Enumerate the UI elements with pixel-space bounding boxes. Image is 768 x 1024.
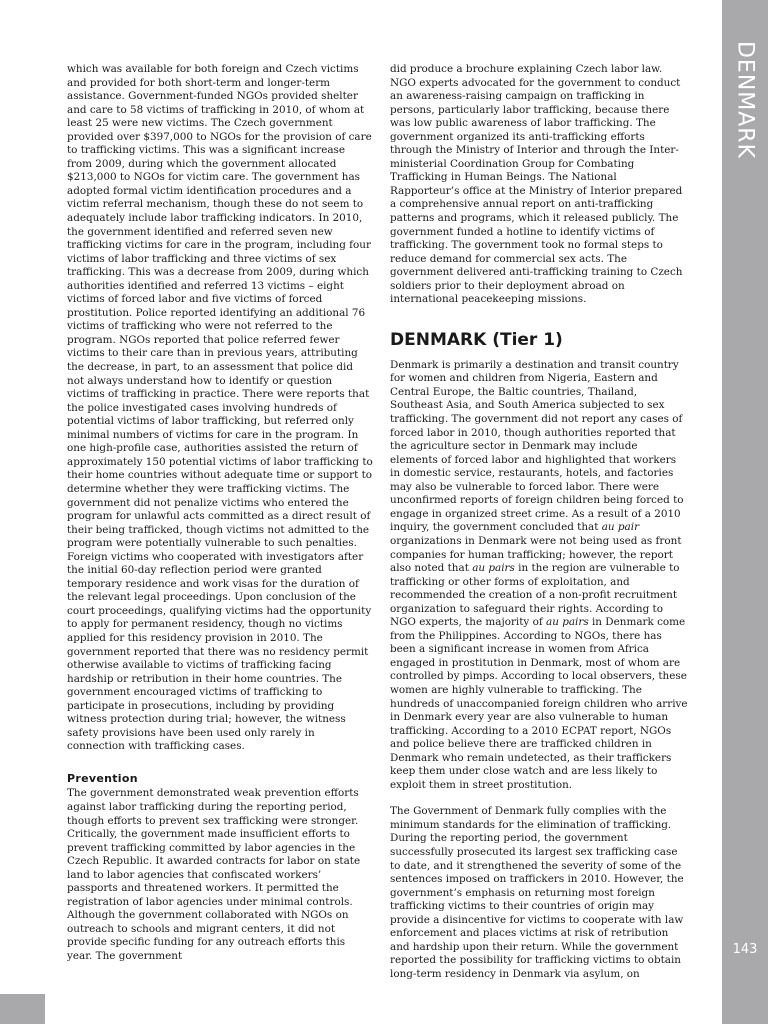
- right-column: [390, 63, 688, 994]
- sidebar-country-label: DENMARK: [732, 40, 758, 160]
- country-heading: DENMARK (Tier 1): [390, 329, 563, 350]
- continuation-paragraph: did produce a brochure explaining Czech labor law. NGO experts advocated for the government to conduct an awareness-raising campaign on trafficking in persons, particularly labor trafficking, because there was low public awareness of labor trafficking. The government organized its anti-trafficking efforts through the Ministry of Interior and through the Inter-ministerial Coordination Group for Combating Trafficking in Human Beings. The National Rapporteur’s office at the Ministry of Interior prepared a comprehensive annual report on anti-trafficking patterns and programs, which it released publicly. The government funded a hotline to identify victims of trafficking. The government took no formal steps to reduce demand for commercial sex acts. The government delivered anti-trafficking training to Czech soldiers prior to their deployment abroad on international peacekeeping missions.: [390, 63, 683, 306]
- denmark-overview-paragraph: [390, 359, 688, 793]
- text-segment: Denmark is primarily a destination and transit country for women and children from Nigeria, Eastern and Central Europe, the Baltic countries, Thailand, Southeast Asia, and South America subjected to sex trafficking. The government did not report any cases of forced labor in 2010, though authorities reported that the agriculture sector in Denmark may include elements of forced labor and highlighted that workers in domestic service, restaurants, hotels, and factories may also be vulnerable to forced labor. There were unconfirmed reports of foreign children being forced to engage in organized street crime. As a result of a 2010 inquiry, the government concluded that: [390, 358, 684, 534]
- prevention-paragraph: The government demonstrated weak prevention efforts against labor trafficking during the reporting period, though efforts to prevent sex trafficking were stronger. Critically, the government made insufficient efforts to prevent trafficking committed by labor agencies in the Czech Republic. It awarded contracts for labor on state land to labor agencies that confiscated workers’ passports and threatened workers. It permitted the registration of labor agencies under minimal controls. Although the government collaborated with NGOs on outreach to schools and migrant centers, it did not provide specific funding for any outreach efforts this year. The government: [67, 787, 361, 962]
- sidebar-tab: [722, 0, 768, 1024]
- italic-term: au pair: [601, 521, 640, 534]
- text-segment: in Denmark come from the Philippines. According to NGOs, there has been a significant increase in women from Africa engaged in prostitution in Denmark, most of whom are controlled by pimps. According to local observers, these women are highly vulnerable to trafficking. The hundreds of unaccompanied foreign children who arrive in Denmark every year are also vulnerable to human trafficking. According to a 2010 ECPAT report, NGOs and police believe there are trafficked children in Denmark who remain undetected, as their traffickers keep them under close watch and are less likely to exploit them in street prostitution.: [390, 616, 688, 791]
- denmark-compliance-paragraph: The Government of Denmark fully complies with the minimum standards for the elimination of trafficking. During the reporting period, the government successfully prosecuted its largest sex trafficking case to date, and it strengthened the severity of some of the sentences imposed on traffickers in 2010. However, the government’s emphasis on returning most foreign trafficking victims to their countries of origin may provide a disincentive for victims to cooperate with law enforcement and places victims at risk of retribution and hardship upon their return. While the government reported the possibility for trafficking victims to obtain long-term residency in Denmark via asylum, on: [390, 805, 684, 980]
- corner-block: [0, 994, 45, 1024]
- italic-term: au pairs: [546, 616, 589, 629]
- prevention-heading: Prevention: [67, 771, 138, 785]
- page-number: 143: [732, 942, 758, 957]
- intro-paragraph: which was available for both foreign and Czech victims and provided for both short-term and longer-term assistance. Government-funded NGOs provided shelter and care to 58 victims of trafficking in 2010, of whom at least 25 were new victims. The Czech government provided over $397,000 to NGOs for the provision of care to trafficking victims. This was a significant increase from 2009, during which the government allocated $213,000 to NGOs for victim care. The government has adopted formal victim identification procedures and a victim referral mechanism, though these do not seem to adequately include labor trafficking indicators. In 2010, the government identified and referred seven new trafficking victims for care in the program, including four victims of labor trafficking and three victims of sex trafficking. This was a decrease from 2009, during which authorities identified and referred 13 victims – eight victims of forced labor and five victims of forced prostitution. Police reported identifying an additional 76 victims of trafficking who were not referred to the program. NGOs reported that police referred fewer victims to their care than in previous years, attributing the decrease, in part, to an assessment that police did not always understand how to identify or question victims of trafficking in practice. There were reports that the police investigated cases involving hundreds of potential victims of labor trafficking, but referred only minimal numbers of victims for care in the program. In one high-profile case, authorities assisted the return of approximately 150 potential victims of labor trafficking to their home countries without adequate time or support to determine whether they were trafficking victims. The government did not penalize victims who entered the program for unlawful acts committed as a direct result of their being trafficked, though victims not admitted to the program were potentially vulnerable to such penalties. Foreign victims who cooperated with investigators after the initial 60-day reflection period were granted temporary residence and work visas for the duration of the relevant legal proceedings. Upon conclusion of the court proceedings, qualifying victims had the opportunity to apply for permanent residency, though no victims applied for this residency provision in 2010. The government reported that there was no residency permit otherwise available to victims of trafficking facing hardship or retribution in their home countries. The government encouraged victims of trafficking to participate in prosecutions, including by providing witness protection during trial; however, the witness safety provisions have been used only rarely in connection with trafficking cases.: [67, 63, 373, 753]
- italic-term: au pairs: [472, 562, 515, 575]
- left-column: [67, 63, 373, 977]
- sidebar-label: [722, 0, 768, 200]
- text-segment: in the region are vulnerable to trafficking or other forms of exploitation, and recommended the creation of a non-profit recruitment organization to safeguard their rights. According to NGO experts, the majority of: [390, 562, 680, 629]
- text-segment: organizations in Denmark were not being used as front companies for human trafficking; however, the report also noted that: [390, 534, 682, 575]
